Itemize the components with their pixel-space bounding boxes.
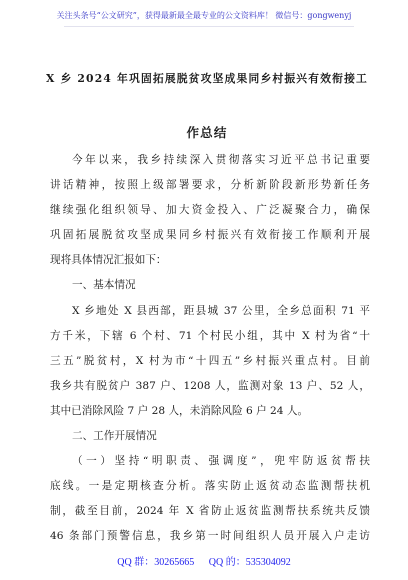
body-line: 现将具体情况汇报如下： (50, 254, 167, 267)
header-note: 关注头条号“公文研究”，获得最新最全最专业的公文资料库！ 微信号：gongwenyj (56, 11, 352, 20)
body-line: 三五”脱贫村，X 村为市“十四五”乡村振兴重点村。目前 (50, 354, 370, 367)
document-title-continued: 作总结 (186, 125, 228, 140)
body-line: 讲话精神，按照上级部署要求，分析新阶段新形势新任务 (50, 179, 370, 192)
body-line: 制，截至目前，2024 年 X 省防止返贫监测帮扶系统共反馈 (50, 505, 370, 518)
body-line: 其中已消除风险 7 户 28 人，未消除风险 6 户 24 人。 (50, 404, 309, 417)
body-line: X 乡地处 X 县西部，距县城 37 公里，全乡总面积 71 平 (72, 304, 370, 317)
body-line: 底线。一是定期核查分析。落实防止返贫动态监测帮扶机 (50, 480, 370, 493)
body-line: 46 条部门预警信息，我乡第一时间组织人员开展入户走访 (50, 530, 370, 543)
section-heading: 一、基本情况 (72, 279, 136, 292)
section-heading: 二、工作开展情况 (72, 430, 157, 443)
footer-qq-number: QQ 的：535304092 (208, 557, 291, 568)
footer-qq-group: QQ 群：30265665 (117, 557, 195, 568)
body-line: 方千米，下辖 6 个村、71 个村民小组，其中 X 村为省“十 (50, 329, 370, 342)
document-body (50, 148, 370, 550)
header-divider (64, 26, 354, 27)
body-line: 继续强化组织领导、加大资金投入、广泛凝聚合力，确保 (50, 204, 370, 217)
body-line: 今年以来，我乡持续深入贯彻落实习近平总书记重要 (72, 154, 370, 166)
subsection-heading: （一）坚持“明职责、强调度”，兜牢防返贫帮扶 (72, 455, 370, 468)
document-title: X 乡 2024 年巩固拓展脱贫攻坚成果同乡村振兴有效衔接工 (46, 72, 368, 85)
body-line: 我乡共有脱贫户 387 户、1208 人，监测对象 13 户、52 人， (50, 379, 370, 392)
footer-contact (0, 553, 408, 568)
body-line: 巩固拓展脱贫攻坚成果同乡村振兴有效衔接工作顺利开展 (50, 229, 370, 242)
